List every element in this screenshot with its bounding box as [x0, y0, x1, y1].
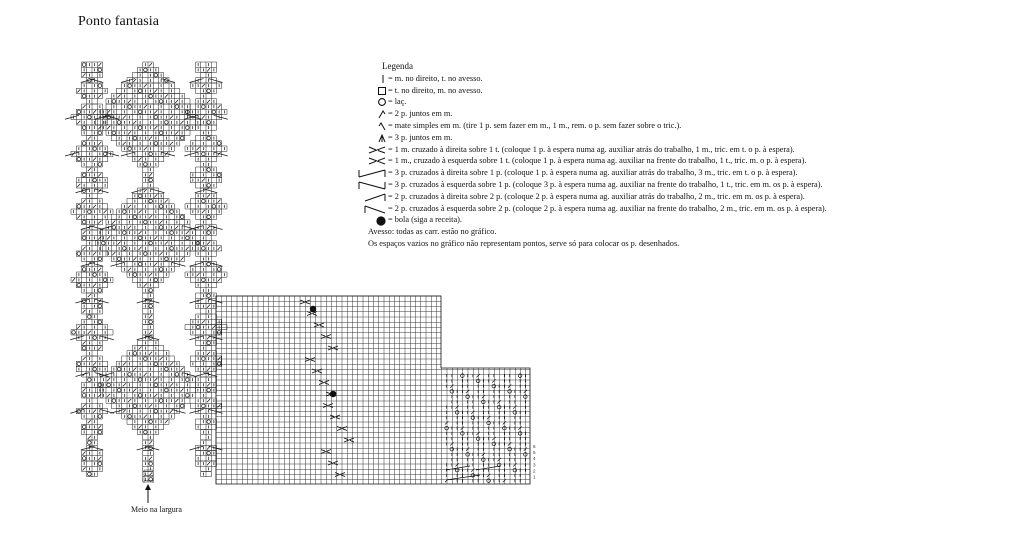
row-number: 5 — [533, 450, 536, 456]
cross-right-1-icon — [368, 144, 388, 156]
legend-item — [368, 132, 988, 144]
circle-icon — [368, 96, 388, 108]
middle-label: Meio na largura — [131, 505, 182, 514]
cross-left-1-icon — [368, 155, 388, 167]
legend-title: Legenda — [382, 61, 413, 71]
bobble-mark — [310, 306, 316, 312]
cross-left-2-icon — [368, 203, 388, 215]
legend-item-text: = 2 p. cruzados à direita sobre 2 p. (coloque 2 p. à espera numa ag. auxiliar atrás do trabalho, 2 m., tric. em m. os p. à espera). — [388, 191, 805, 201]
row-number: 6 — [533, 444, 536, 449]
legend-item-text: = laç. — [388, 97, 407, 107]
row-number: 4 — [533, 456, 536, 462]
row-number: 2 — [533, 468, 536, 474]
legend-item — [368, 214, 988, 226]
cross-left-3-icon — [368, 179, 388, 191]
legend — [368, 61, 988, 250]
legend-note-espacos: Os espaços vazios no gráfico não representam pontos, serve só para colocar os p. desenhados. — [368, 238, 680, 248]
legend-item — [368, 108, 988, 120]
legend-item-text: = 3 p. cruzados à esquerda sobre 1 p. (coloque 3 p. à espera numa ag. auxiliar na frente do trabalho, 1 t., tric. em m. os p. à espera). — [388, 179, 823, 189]
middle-arrow-icon — [145, 484, 151, 503]
legend-note-avesso: Avesso: todas as carr. estão no gráfico. — [368, 227, 497, 237]
legend-item-text: = 2 p. cruzados à esquerda sobre 2 p. (coloque 2 p. à espera numa ag. auxiliar na frente do trabalho, 2 m., tric. em m. os p. à espera). — [388, 203, 827, 213]
k3tog-icon — [368, 132, 388, 144]
small-chart — [445, 374, 527, 483]
main-grid — [216, 296, 530, 484]
empty-square-icon — [368, 85, 388, 97]
legend-item-text: = t. no direito, m. no avesso. — [388, 85, 483, 95]
vertical-bar-icon — [368, 73, 388, 85]
lace-panels — [65, 62, 228, 483]
page-title: Ponto fantasia — [78, 14, 160, 29]
legend-item-text: = 2 p. juntos em m. — [388, 109, 453, 119]
cross-right-3-icon — [368, 167, 388, 179]
legend-item — [368, 120, 988, 132]
bobble-mark — [330, 391, 336, 397]
legend-item — [368, 73, 988, 85]
legend-item — [368, 155, 988, 167]
legend-item-text: = 3 p. cruzados à direita sobre 1 p. (coloque 1 p. à espera numa ag. auxiliar atrás do trabalho, 3 m., tric. em t. o p. à espera). — [388, 168, 798, 178]
k2tog-icon — [368, 108, 388, 120]
legend-item-text: = 3 p. juntos em m. — [388, 132, 453, 142]
row-numbers — [533, 444, 536, 480]
legend-item-text: = m. no direito, t. no avesso. — [388, 73, 483, 83]
cross-right-2-icon — [368, 191, 388, 203]
legend-item — [368, 96, 988, 108]
legend-item — [368, 191, 988, 203]
row-number: 3 — [533, 462, 536, 468]
legend-item — [368, 179, 988, 191]
legend-item-text: = mate simples em m. (tire 1 p. sem fazer em m., 1 m., rem. o p. sem fazer sobre o tric.). — [388, 120, 682, 130]
row-number: 1 — [533, 474, 536, 480]
legend-item-text: = 1 m. cruzado à direita sobre 1 t. (coloque 1 p. à espera numa ag. auxiliar atrás do trabalho, 1 m., tric. em t. o p. à espera). — [388, 144, 795, 154]
legend-item — [368, 203, 988, 215]
bobble-icon — [368, 214, 388, 226]
skp-icon — [368, 120, 388, 132]
legend-item-text: = bola (siga a receita). — [388, 215, 463, 225]
legend-item-text: = 1 m., cruzado à esquerda sobre 1 t. (coloque 1 p. à espera numa ag. auxiliar na frente do trabalho, 1 t., tric. m. o p. à espera). — [388, 156, 807, 166]
legend-item — [368, 85, 988, 97]
legend-item — [368, 167, 988, 179]
legend-item — [368, 144, 988, 156]
